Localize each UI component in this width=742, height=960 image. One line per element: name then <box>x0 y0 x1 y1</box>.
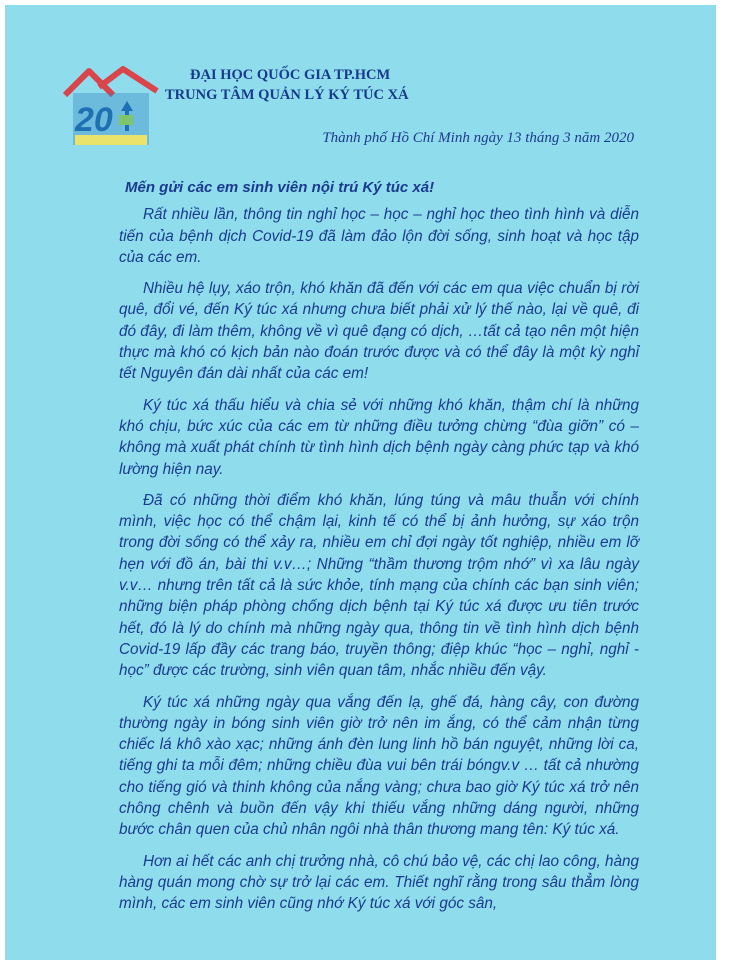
paragraph: Nhiều hệ lụy, xáo trộn, khó khăn đã đến với các em qua việc chuẩn bị rời quê, đổi vé, đến Ký túc xá nhưng chưa biết phải xử lý thế nào, lại về quê, đi đó đây, đi làm thêm, không về vì quê đạng có dịch, …tất cả tạo nên một hiện thực mà khó có kịch bản nào đoán trước được và có thể đây là một kỳ nghỉ tết Nguyên đán dài nhất của các em! <box>119 280 639 383</box>
paragraph: Đã có những thời điểm khó khăn, lúng túng và mâu thuẫn với chính mình, việc học có thể chậm lại, kinh tế có thể bị ảnh hưởng, sự xáo trộn trong đời sống có thể xảy ra, nhiều em chỉ đợi ngày tốt nghiệp, nhiều em lỡ hẹn với đồ án, bài thi v.v…; Những “thầm thương trộm nhớ” vì xa lâu ngày v.v… nhưng trên tất cả là sức khỏe, tính mạng của chính các bạn sinh viên; những biện pháp phòng chống dịch bệnh tại Ký túc xá được ưu tiên trước hết, đó là lý do chính mà những ngày qua, thông tin về tình hình dịch bệnh Covid-19 lấp đầy các trang báo, truyền thông; điệp khúc “học – nghỉ, nghỉ - học” được các trường, sinh viên quan tâm, nhắc nhiều đến vậy. <box>119 491 639 680</box>
dormitory-logo <box>61 65 161 147</box>
logo-text: 20 <box>75 101 113 139</box>
paragraph: Ký túc xá những ngày qua vắng đến lạ, ghế đá, hàng cây, con đường thường ngày in bóng sinh viên giờ trở nên im ắng, có thể cảm nhận từng chiếc lá khô xào xạc; những ánh đèn lung linh hồ bán nguyệt, những lời ca, tiếng ghi ta mỗi đêm; những chiều đùa vui bên trái bóngv.v … tất cả nhường cho tiếng gió và thinh không của nắng vàng; chưa bao giờ Ký túc xá trở nên chông chênh và buồn đến vậy khi thiếu vắng những dáng người, những bước chân quen của chủ nhân ngôi nhà thân thương mang tên: Ký túc xá. <box>119 693 639 839</box>
letter-body <box>119 177 639 925</box>
organization-header <box>165 65 409 105</box>
letter-greeting: Mến gửi các em sinh viên nội trú Ký túc xá! <box>125 179 435 196</box>
date-line: Thành phố Hồ Chí Minh ngày 13 tháng 3 năm 2020 <box>322 130 634 146</box>
university-name: ĐẠI HỌC QUỐC GIA TP.HCM <box>190 67 391 83</box>
document-page <box>5 5 716 960</box>
paragraph: Rất nhiều lần, thông tin nghỉ học – học – nghỉ học theo tình hình và diễn tiến của bệnh dịch Covid-19 đã làm đảo lộn đời sống, sinh hoạt và học tập của các em. <box>119 206 639 266</box>
center-name: TRUNG TÂM QUẢN LÝ KÝ TÚC XÁ <box>165 87 409 103</box>
paragraph: Hơn ai hết các anh chị trưởng nhà, cô chú bảo vệ, các chị lao công, hàng hàng quán mong chờ sự trở lại các em. Thiết nghĩ rằng trong sâu thẳm lòng mình, các em sinh viên cũng nhớ Ký túc xá với góc sân, <box>119 852 639 913</box>
paragraph: Ký túc xá thấu hiểu và chia sẻ với những khó khăn, thậm chí là những khó chịu, bức xúc của các em từ những điều tưởng chừng “đùa giỡn” có – không mà xuất phát chính từ tình hình dịch bệnh ngày càng phức tạp và khó lường hiện nay. <box>119 396 639 478</box>
